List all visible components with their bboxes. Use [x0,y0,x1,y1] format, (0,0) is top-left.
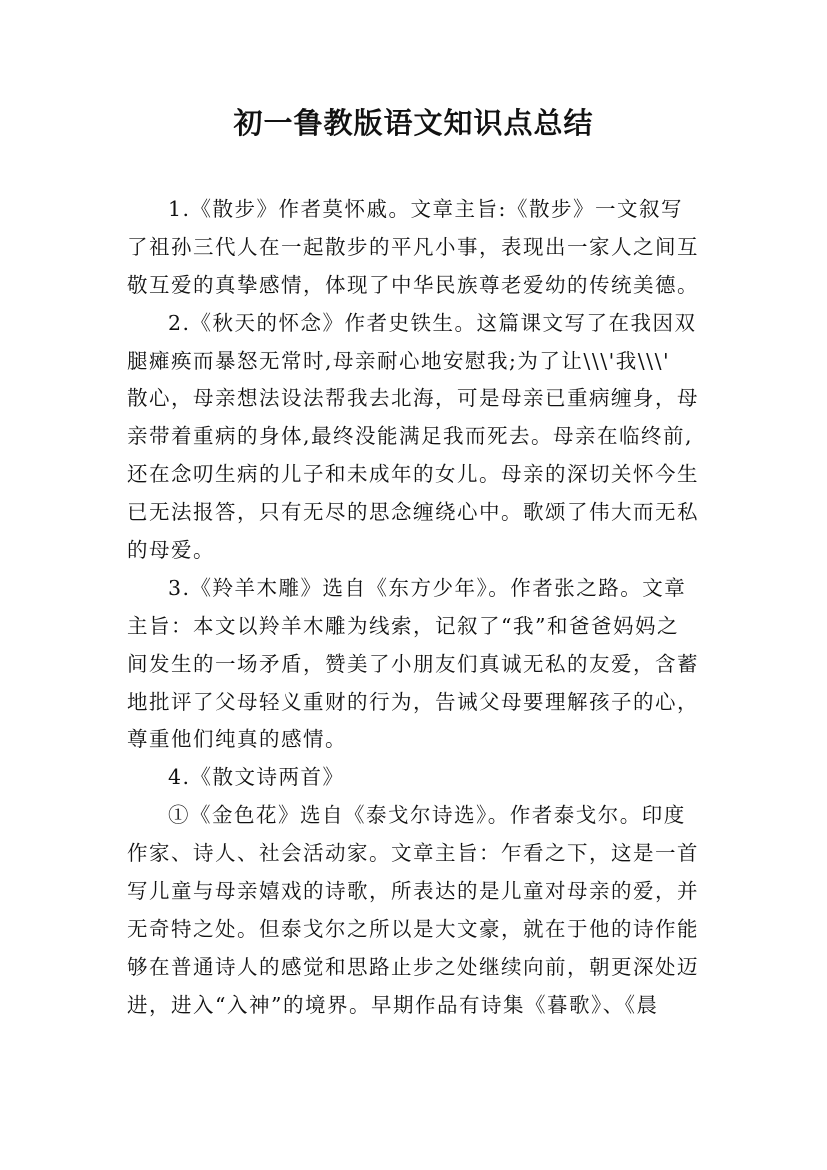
text-line: 进，进入“入神”的境界。早期作品有诗集《暮歌》、《晨 [127,992,659,1017]
text-line: 作家、诗人、社会活动家。文章主旨：乍看之下，这是一首 [127,841,699,866]
text-line: 写儿童与母亲嬉戏的诗歌，所表达的是儿童对母亲的爱，并 [127,879,699,904]
text-line: ①《金色花》选自《泰戈尔诗选》。作者泰戈尔。印度 [168,803,686,828]
text-line: 敬互爱的真挚感情，体现了中华民族尊老爱幼的传统美德。 [127,272,699,297]
paragraph-5 [127,797,717,1024]
paragraph-3 [127,570,717,759]
document-title: 初一鲁教版语文知识点总结 [233,106,594,140]
text-line: 还在念叨生病的儿子和未成年的女儿。母亲的深切关怀今生 [127,462,699,487]
text-line: 地批评了父母轻义重财的行为，告诫父母要理解孩子的心， [127,689,699,714]
text-line: 已无法报答，只有无尽的思念缠绕心中。歌颂了伟大而无私 [127,500,699,525]
text-line: 尊重他们纯真的感情。 [127,727,347,752]
text-line: 了祖孙三代人在一起散步的平凡小事，表现出一家人之间互 [127,234,699,259]
text-line: 4.《散文诗两首》 [168,765,345,790]
paragraph-2 [127,305,717,570]
text-line: 腿瘫痪而暴怒无常时,母亲耐心地安慰我;为了让\\\'我\\\' [127,348,671,373]
text-line: 主旨：本文以羚羊木雕为线索，记叙了“我”和爸爸妈妈之 [127,613,679,638]
text-line: 2.《秋天的怀念》作者史铁生。这篇课文写了在我因双 [168,310,697,335]
text-line: 无奇特之处。但泰戈尔之所以是大文豪，就在于他的诗作能 [127,916,699,941]
text-line: 够在普通诗人的感觉和思路止步之处继续向前，朝更深处迈 [127,954,699,979]
document-body [127,191,717,1025]
text-line: 间发生的一场矛盾，赞美了小朋友们真诚无私的友爱，含蓄 [127,651,699,676]
text-line: 1.《散步》作者莫怀戚。文章主旨:《散步》一文叙写 [168,197,683,221]
paragraph-4 [127,759,717,797]
paragraph-1 [127,191,717,305]
text-line: 散心，母亲想法设法帮我去北海，可是母亲已重病缠身，母 [127,386,699,411]
text-line: 3.《羚羊木雕》选自《东方少年》。作者张之路。文章 [168,575,687,600]
text-line: 亲带着重病的身体,最终没能满足我而死去。母亲在临终前, [127,424,694,449]
text-line: 的母爱。 [127,538,215,563]
